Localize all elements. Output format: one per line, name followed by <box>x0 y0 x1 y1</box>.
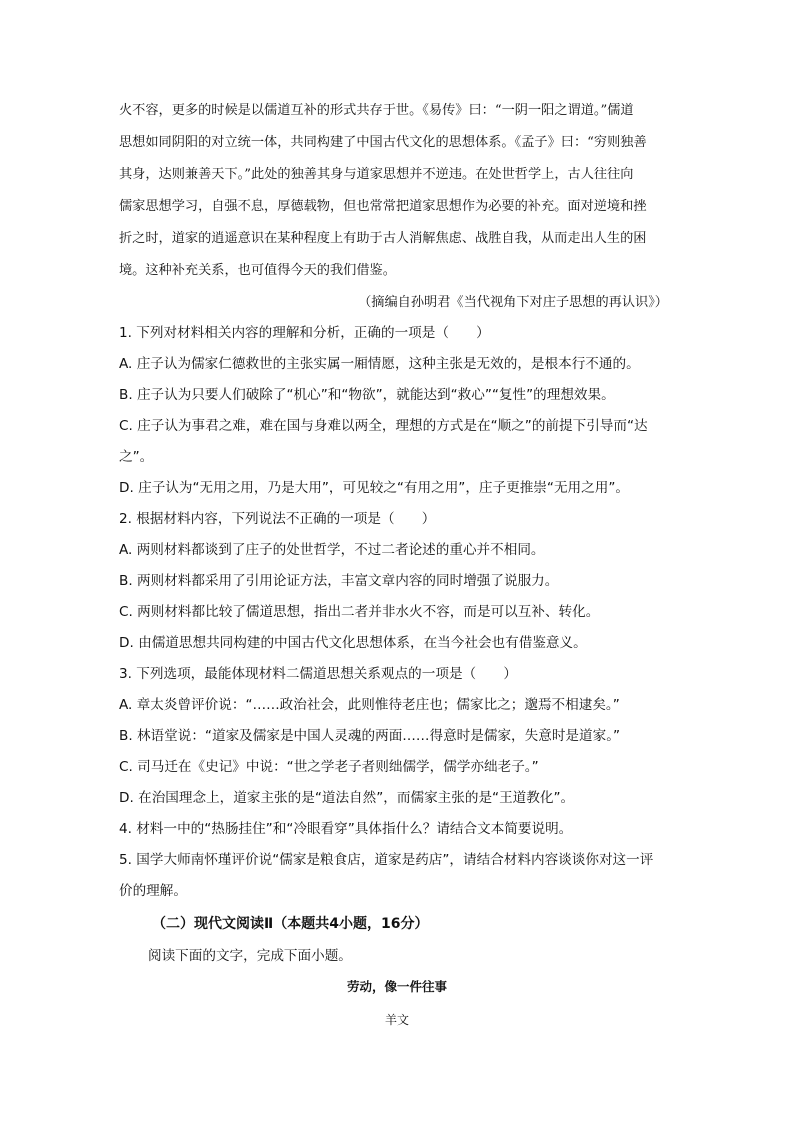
question-line: D. 由儒道思想共同构建的中国古代文化思想体系，在当今社会也有借鉴意义。 <box>119 635 587 651</box>
section-heading: （二）现代文阅读Ⅱ（本题共4小题，16分） <box>152 916 429 932</box>
source-citation: （摘编自孙明君《当代视角下对庄子思想的再认识》） <box>358 295 668 310</box>
question-line: C. 庄子认为事君之难，难在国与身难以两全，理想的方式是在“顺之”的前提下引导而“达 <box>119 418 648 434</box>
reading-instruction: 阅读下面的文字，完成下面小题。 <box>148 948 352 964</box>
passage-line: 其身，达则兼善天下。”此处的独善其身与道家思想并不逆违。在处世哲学上，古人往往向 <box>119 167 634 182</box>
passage-line: 折之时，道家的逍遥意识在某种程度上有助于古人消解焦虑、战胜自我，从而走出人生的困 <box>119 231 647 246</box>
question-line: C. 两则材料都比较了儒道思想，指出二者并非水火不容，而是可以互补、转化。 <box>119 604 600 620</box>
question-line: D. 庄子认为“无用之用，乃是大用”，可见较之“有用之用”，庄子更推崇“无用之用”。 <box>119 480 629 496</box>
question-line: B. 两则材料都采用了引用论证方法，丰富文章内容的同时增强了说服力。 <box>119 573 559 589</box>
passage-line: 儒家思想学习，自强不息，厚德载物，但也常常把道家思想作为必要的补充。面对逆境和挫 <box>119 199 647 214</box>
question-line: 价的理解。 <box>119 883 187 899</box>
question-line: 2. 根据材料内容，下列说法不正确的一项是（ ） <box>119 511 436 527</box>
passage-line: 火不容，更多的时候是以儒道互补的形式共存于世。《易传》曰：“一阴一阳之谓道。”儒道 <box>119 103 634 118</box>
passage-line: 境。这种补充关系，也可值得今天的我们借鉴。 <box>119 263 396 278</box>
question-line: D. 在治国理念上，道家主张的是“道法自然”，而儒家主张的是“王道教化”。 <box>119 790 575 806</box>
question-line: 5. 国学大师南怀瑾评价说“儒家是粮食店，道家是药店”，请结合材料内容谈谈你对这一评 <box>119 852 654 868</box>
question-line: A. 章太炎曾评价说：“……政治社会，此则惟待老庄也；儒家比之；邈焉不相逮矣。” <box>119 697 620 713</box>
article-title: 劳动，像一件往事 <box>346 979 447 994</box>
question-line: B. 林语堂说：“道家及儒家是中国人灵魂的两面……得意时是儒家，失意时是道家。” <box>119 728 621 744</box>
question-line: A. 两则材料都谈到了庄子的处世哲学，不过二者论述的重心并不相同。 <box>119 542 545 558</box>
question-line: 4. 材料一中的“热肠挂住”和“冷眼看穿”具体指什么？请结合文本简要说明。 <box>119 821 573 837</box>
question-line: C. 司马迁在《史记》中说：“世之学老子者则绌儒学，儒学亦绌老子。” <box>119 759 539 775</box>
question-line: 之”。 <box>119 449 154 465</box>
question-line: A. 庄子认为儒家仁德救世的主张实属一厢情愿，这种主张是无效的，是根本行不通的。 <box>119 356 640 372</box>
passage-line: 思想如同阴阳的对立统一体，共同构建了中国古代文化的思想体系。《孟子》曰：“穷则独善 <box>119 135 647 150</box>
question-line: 1. 下列对材料相关内容的理解和分析，正确的一项是（ ） <box>119 325 490 341</box>
question-line: 3. 下列选项，最能体现材料二儒道思想关系观点的一项是（ ） <box>119 666 517 682</box>
question-line: B. 庄子认为只要人们破除了“机心”和“物欲”，就能达到“救心”“复性”的理想效果。 <box>119 387 615 403</box>
article-author: 羊文 <box>384 1013 409 1027</box>
